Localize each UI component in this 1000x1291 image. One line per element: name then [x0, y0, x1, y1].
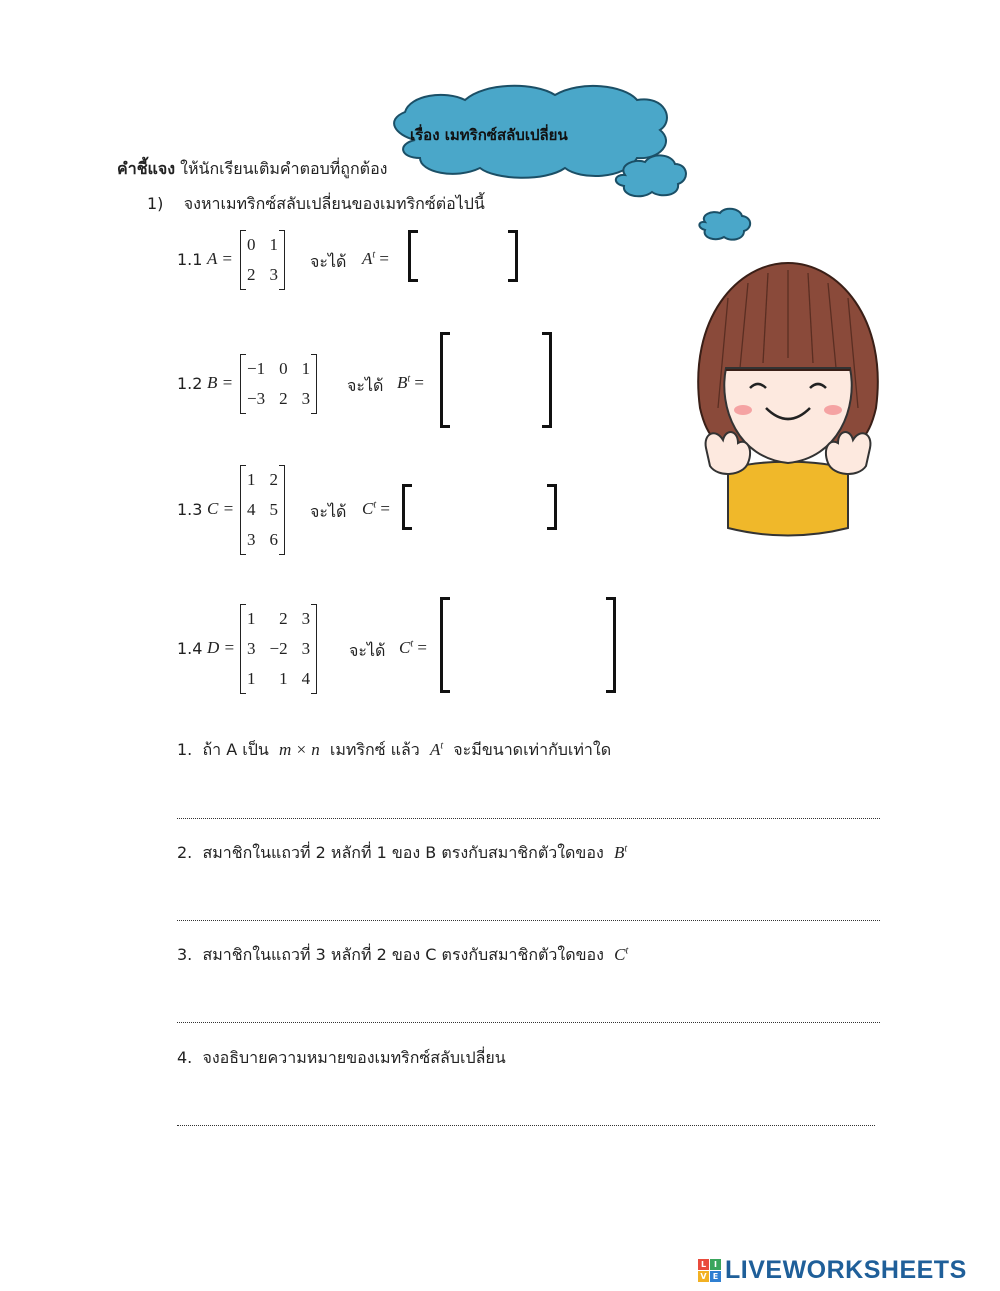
matrix-cell: 0 — [247, 235, 256, 254]
matrix-cell: 3 — [301, 639, 311, 658]
instruction-line — [117, 157, 387, 182]
answer-line-1[interactable] — [177, 818, 880, 819]
liveworksheets-watermark — [698, 1256, 967, 1285]
matrix-cell: 1 — [247, 609, 256, 628]
transpose-name: $C^t$ = — [362, 499, 390, 518]
matrix-cell: 0 — [279, 359, 288, 378]
q1-heading — [147, 192, 485, 217]
matrix-cell: 3 — [269, 265, 278, 284]
matrix-c — [240, 465, 285, 555]
matrix-b — [240, 354, 317, 414]
instruction-label: คำชี้แจง — [117, 159, 176, 178]
matrix-name: A = — [207, 249, 233, 268]
matrix-cell: 3 — [301, 389, 311, 408]
cloud-title: เรื่อง เมทริกซ์สลับเปลี่ยน — [410, 126, 568, 144]
matrix-cell: 1 — [301, 359, 311, 378]
matrix-name: C = — [207, 499, 235, 518]
answer-line-3[interactable] — [177, 1022, 880, 1023]
matrix-cell: 4 — [301, 669, 311, 688]
answer-line-4[interactable] — [177, 1125, 875, 1126]
matrix-cell: 1 — [247, 669, 256, 688]
gives-label: จะได้ — [349, 641, 386, 660]
transpose-name: $C^t$ = — [399, 638, 427, 657]
question-4: 4. จงอธิบายความหมายของเมทริกซ์สลับเปลี่ยน — [177, 1048, 506, 1067]
matrix-cell: −3 — [247, 389, 266, 408]
answer-line-2[interactable] — [177, 920, 880, 921]
transpose-name: $A^t$ = — [362, 249, 390, 268]
gives-label: จะได้ — [310, 252, 347, 271]
answer-box-1-4[interactable] — [440, 597, 616, 693]
matrix-name: B = — [207, 373, 234, 392]
answer-box-1-2[interactable] — [440, 332, 552, 428]
liveworksheets-brand: LIVEWORKSHEETS — [725, 1256, 967, 1284]
matrix-name: D = — [207, 638, 236, 657]
matrix-a — [240, 230, 285, 290]
instruction-text: ให้นักเรียนเติมคำตอบที่ถูกต้อง — [180, 159, 388, 178]
problem-label: 1.4 — [177, 639, 203, 658]
girl-illustration — [688, 258, 888, 538]
matrix-cell: 2 — [269, 470, 278, 489]
matrix-cell: 5 — [269, 500, 278, 519]
problem-label: 1.1 — [177, 250, 203, 269]
matrix-cell: −1 — [247, 359, 266, 378]
problem-label: 1.2 — [177, 374, 203, 393]
answer-box-1-1[interactable] — [408, 230, 518, 282]
matrix-cell: 2 — [247, 265, 256, 284]
q1-number: 1) — [147, 194, 164, 213]
question-2: 2. สมาชิกในแถวที่ 2 หลักที่ 1 ของ B ตรงกับสมาชิกตัวใดของ $B^t$ — [177, 843, 628, 862]
matrix-cell: 1 — [279, 669, 288, 688]
matrix-cell: 3 — [247, 530, 256, 549]
matrix-cell: 3 — [301, 609, 311, 628]
matrix-cell: 4 — [247, 500, 256, 519]
matrix-cell: −2 — [269, 639, 288, 658]
matrix-cell: 2 — [279, 389, 288, 408]
matrix-cell: 3 — [247, 639, 256, 658]
q1-text: จงหาเมทริกซ์สลับเปลี่ยนของเมทริกซ์ต่อไปนี้ — [183, 194, 485, 213]
transpose-name: $B^t$ = — [397, 373, 425, 392]
answer-box-1-3[interactable] — [402, 484, 557, 530]
matrix-cell: 2 — [279, 609, 288, 628]
gives-label: จะได้ — [310, 502, 347, 521]
matrix-cell: 6 — [269, 530, 278, 549]
question-3: 3. สมาชิกในแถวที่ 3 หลักที่ 2 ของ C ตรงกับสมาชิกตัวใดของ $C^t$ — [177, 945, 629, 964]
problem-label: 1.3 — [177, 500, 203, 519]
matrix-cell: 1 — [269, 235, 278, 254]
matrix-d — [240, 604, 317, 694]
liveworksheets-logo-badge: L I V E — [698, 1259, 721, 1282]
gives-label: จะได้ — [347, 376, 384, 395]
matrix-cell: 1 — [247, 470, 256, 489]
question-1: 1. ถ้า A เป็น m × n เมทริกซ์ แล้ว $A^t$ จะมีขนาดเท่ากับเท่าใด — [177, 740, 612, 759]
